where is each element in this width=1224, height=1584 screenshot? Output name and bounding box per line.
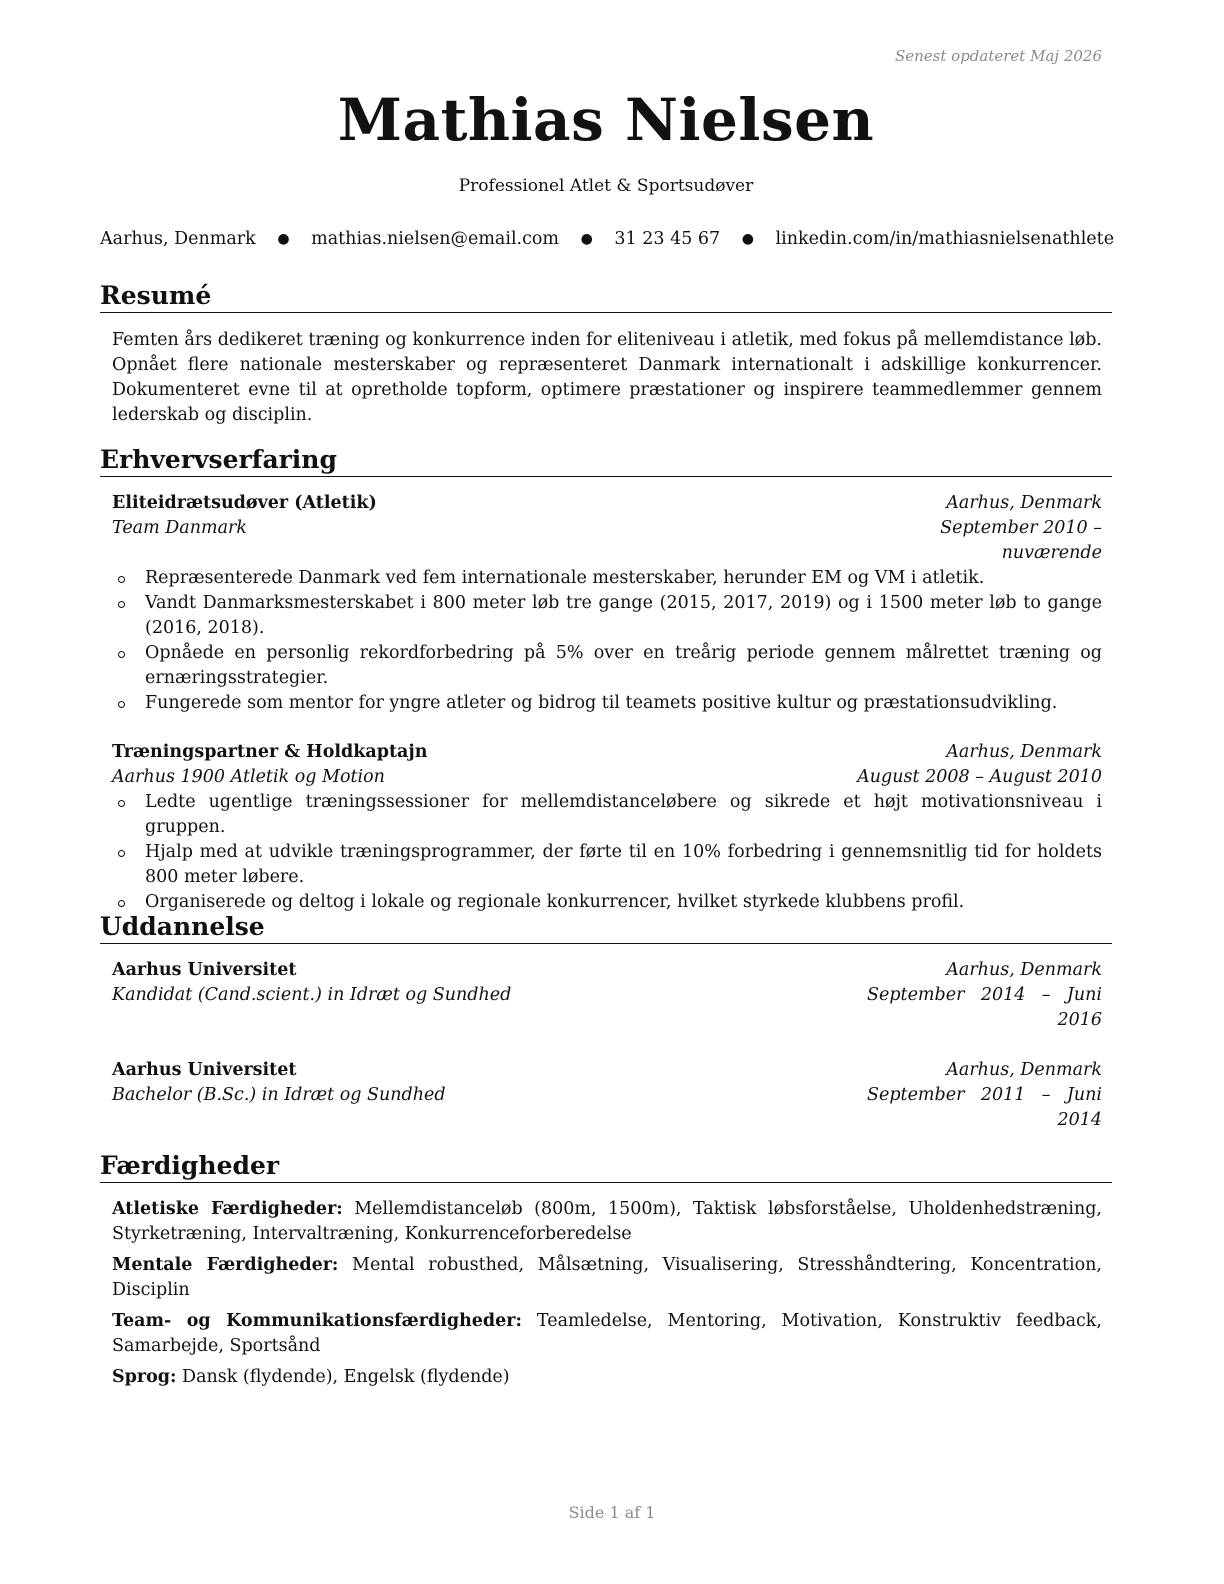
job-bullets bbox=[100, 566, 1112, 716]
skill-values: Dansk (flydende), Engelsk (flydende) bbox=[182, 1367, 510, 1387]
tagline: Professionel Atlet & Sportsudøver bbox=[458, 176, 754, 196]
section-title: Færdigheder bbox=[100, 1151, 1112, 1183]
contact-linkedin[interactable]: linkedin.com/in/mathiasnielsenathlete bbox=[775, 229, 1115, 249]
section-title: Uddannelse bbox=[100, 912, 1112, 944]
job-location: Aarhus, Denmark bbox=[946, 493, 1102, 513]
summary-section bbox=[100, 281, 1112, 428]
job-organization: Aarhus 1900 Atletik og Motion bbox=[112, 767, 385, 787]
skill-values: Mental robusthed, Målsætning, Visualisering, Stresshåndtering, Koncentration, Disciplin bbox=[112, 1255, 1102, 1300]
contact-phone: 31 23 45 67 bbox=[614, 229, 721, 249]
school-name: Aarhus Universitet bbox=[112, 1060, 297, 1080]
degree-name: Kandidat (Cand.scient.) in Idræt og Sundhed bbox=[112, 985, 512, 1005]
experience-entry bbox=[100, 740, 1112, 790]
job-organization: Team Danmark bbox=[112, 518, 247, 538]
bullet-separator-icon: ● bbox=[741, 231, 754, 247]
list-item: Opnåede en personlig rekordforbedring på 5% over en treårig periode gennem målrettet træning og ernæringsstrategier. bbox=[145, 641, 1102, 691]
bullet-separator-icon: ● bbox=[277, 231, 290, 247]
education-entry bbox=[100, 958, 1112, 1033]
skill-label: Mentale Færdigheder: bbox=[112, 1255, 339, 1275]
skill-group bbox=[100, 1309, 1112, 1359]
school-location: Aarhus, Denmark bbox=[946, 960, 1102, 980]
job-title: Eliteidrætsudøver (Atletik) bbox=[112, 493, 377, 513]
job-bullets bbox=[100, 790, 1112, 915]
candidate-name: Mathias Nielsen bbox=[337, 86, 875, 154]
last-updated: Senest opdateret Maj 2026 bbox=[894, 47, 1102, 65]
experience-entry bbox=[100, 491, 1112, 566]
education-dates: September 2014 – Juni 2016 bbox=[867, 985, 1102, 1030]
job-title: Træningspartner & Holdkaptajn bbox=[112, 742, 428, 762]
page-number: Side 1 af 1 bbox=[568, 1503, 656, 1522]
skill-values: Teamledelse, Mentoring, Motivation, Konstruktiv feedback, Samarbejde, Sportsånd bbox=[112, 1311, 1102, 1356]
skills-section bbox=[100, 1151, 1112, 1396]
school-name: Aarhus Universitet bbox=[112, 960, 297, 980]
section-title: Resumé bbox=[100, 281, 1112, 313]
skill-label: Atletiske Færdigheder: bbox=[112, 1199, 343, 1219]
list-item: Ledte ugentlige træningssessioner for mellemdistanceløbere og sikrede et højt motivationsniveau i gruppen. bbox=[145, 790, 1102, 840]
school-location: Aarhus, Denmark bbox=[946, 1060, 1102, 1080]
resume-page bbox=[100, 0, 1115, 1584]
list-item: Vandt Danmarksmesterskabet i 800 meter løb tre gange (2015, 2017, 2019) og i 1500 meter løb to gange (2016, 2018). bbox=[145, 591, 1102, 641]
summary-text: Femten års dedikeret træning og konkurrence inden for eliteniveau i atletik, med fokus på mellemdistance løb. Opnået flere nationale mesterskaber og repræsenteret Danmark internationalt i adskillige konkurrencer. Dokumenteret evne til at opretholde topform, optimere præstationer og inspirere teammedlemmer gennem lederskab og disciplin. bbox=[112, 330, 1102, 425]
job-dates: September 2010 – nuværende bbox=[940, 518, 1102, 563]
contact-location: Aarhus, Denmark bbox=[100, 229, 256, 249]
list-item: Hjalp med at udvikle træningsprogrammer, der førte til en 10% forbedring i gennemsnitlig tid for holdets 800 meter løbere. bbox=[145, 840, 1102, 890]
skill-group bbox=[100, 1197, 1112, 1247]
skill-label: Team- og Kommunikationsfærdigheder: bbox=[112, 1311, 522, 1331]
section-title: Erhvervserfaring bbox=[100, 445, 1112, 477]
contact-line bbox=[100, 229, 1115, 249]
experience-section bbox=[100, 445, 1112, 915]
degree-name: Bachelor (B.Sc.) in Idræt og Sundhed bbox=[112, 1085, 446, 1105]
education-entry bbox=[100, 1058, 1112, 1133]
skill-group bbox=[100, 1253, 1112, 1303]
skill-group bbox=[100, 1365, 1112, 1390]
education-dates: September 2011 – Juni 2014 bbox=[867, 1085, 1102, 1130]
skill-label: Sprog: bbox=[112, 1367, 177, 1387]
bullet-separator-icon: ● bbox=[580, 231, 593, 247]
job-location: Aarhus, Denmark bbox=[946, 742, 1102, 762]
job-dates: August 2008 – August 2010 bbox=[857, 767, 1102, 787]
education-section bbox=[100, 912, 1112, 1133]
contact-email[interactable]: mathias.nielsen@email.com bbox=[311, 229, 560, 249]
list-item: Repræsenterede Danmark ved fem internationale mesterskaber, herunder EM og VM i atletik. bbox=[145, 566, 1102, 591]
list-item: Organiserede og deltog i lokale og regionale konkurrencer, hvilket styrkede klubbens profil. bbox=[145, 890, 1102, 915]
skill-values: Mellemdistanceløb (800m, 1500m), Taktisk løbsforståelse, Uholdenhedstræning, Styrketræning, Intervaltræning, Konkurrenceforberedelse bbox=[112, 1199, 1102, 1244]
list-item: Fungerede som mentor for yngre atleter og bidrog til teamets positive kultur og præstationsudvikling. bbox=[145, 691, 1102, 716]
